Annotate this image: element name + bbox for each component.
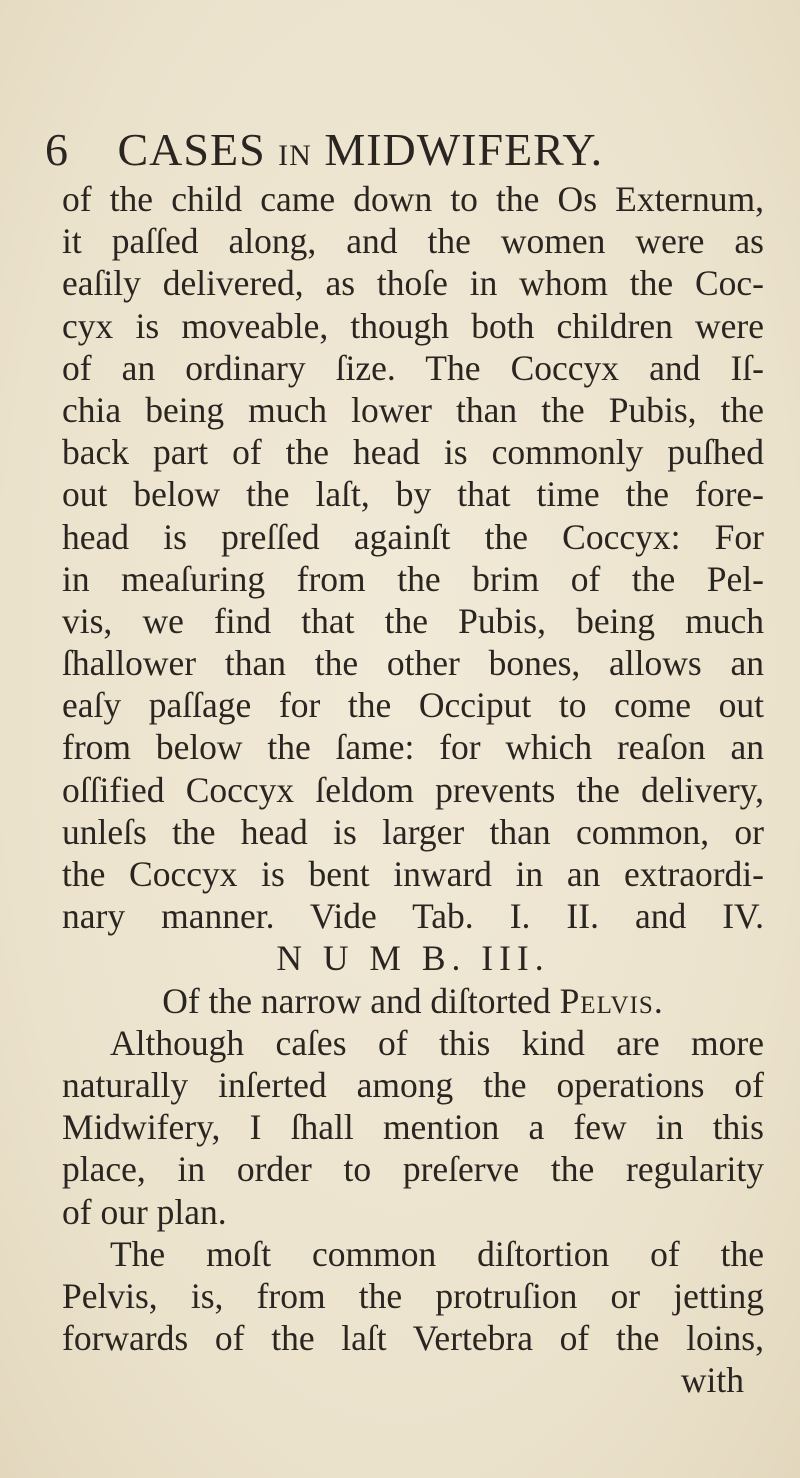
text-line: Midwifery, I ſhall mention a few in this — [62, 1107, 764, 1148]
text-line: in meaſuring from the brim of the Pel- — [62, 558, 764, 599]
text-line: the Coccyx is bent inward in an extraordi- — [62, 854, 764, 894]
text-line: of the child came down to the Os Externum, — [62, 179, 764, 219]
text-line: unleſs the head is larger than common, or — [62, 811, 764, 852]
text-line: cyx is moveable, though both children were — [62, 305, 764, 346]
text-line: naturally inſerted among the operations of — [62, 1064, 764, 1105]
text-line: of our plan. — [62, 1191, 227, 1232]
text-line: eaſily delivered, as thoſe in whom the Coc- — [62, 263, 764, 304]
text-line: forwards of the laſt Vertebra of the loins, — [62, 1318, 764, 1359]
text-line: out below the laſt, by that time the fore- — [62, 474, 764, 515]
page-body — [62, 178, 764, 1401]
running-header — [45, 120, 765, 180]
text-line: it paſſed along, and the women were as — [62, 221, 764, 262]
text-line: The moſt common diſtortion of the — [110, 1233, 764, 1274]
text-line: eaſy paſſage for the Occiput to come out — [62, 685, 764, 726]
text-line: nary manner. Vide Tab. I. II. and IV. — [62, 896, 764, 937]
text-line: head is preſſed againſt the Coccyx: For — [62, 516, 764, 557]
page-number: 6 — [45, 124, 69, 175]
section-heading: N U M B. III. — [276, 938, 550, 979]
text-line: of an ordinary ſize. The Coccyx and Iſ- — [62, 347, 764, 388]
text-line: from below the ſame: for which reaſon an — [62, 727, 764, 768]
text-line: chia being much lower than the Pubis, the — [62, 389, 764, 430]
subheading-text: Of the narrow and diſtorted — [162, 980, 551, 1021]
header-title-in: IN — [278, 139, 312, 172]
header-title-midwifery: MIDWIFERY. — [324, 124, 604, 175]
text-line: Pelvis, is, from the protruſion or jetting — [62, 1275, 764, 1316]
catchword: with — [680, 1360, 744, 1401]
text-line: oſſified Coccyx ſeldom prevents the delivery, — [62, 769, 764, 810]
text-line: place, in order to preſerve the regularity — [62, 1149, 764, 1190]
text-line: ſhallower than the other bones, allows an — [62, 643, 764, 684]
subheading-pelvis: Pelvis. — [559, 980, 664, 1021]
section-subheading — [62, 980, 764, 1022]
text-line: back part of the head is commonly puſhed — [62, 432, 764, 473]
header-title-cases: CASES — [117, 124, 266, 175]
text-line: vis, we find that the Pubis, being much — [62, 600, 764, 641]
text-line: Although caſes of this kind are more — [110, 1022, 764, 1063]
